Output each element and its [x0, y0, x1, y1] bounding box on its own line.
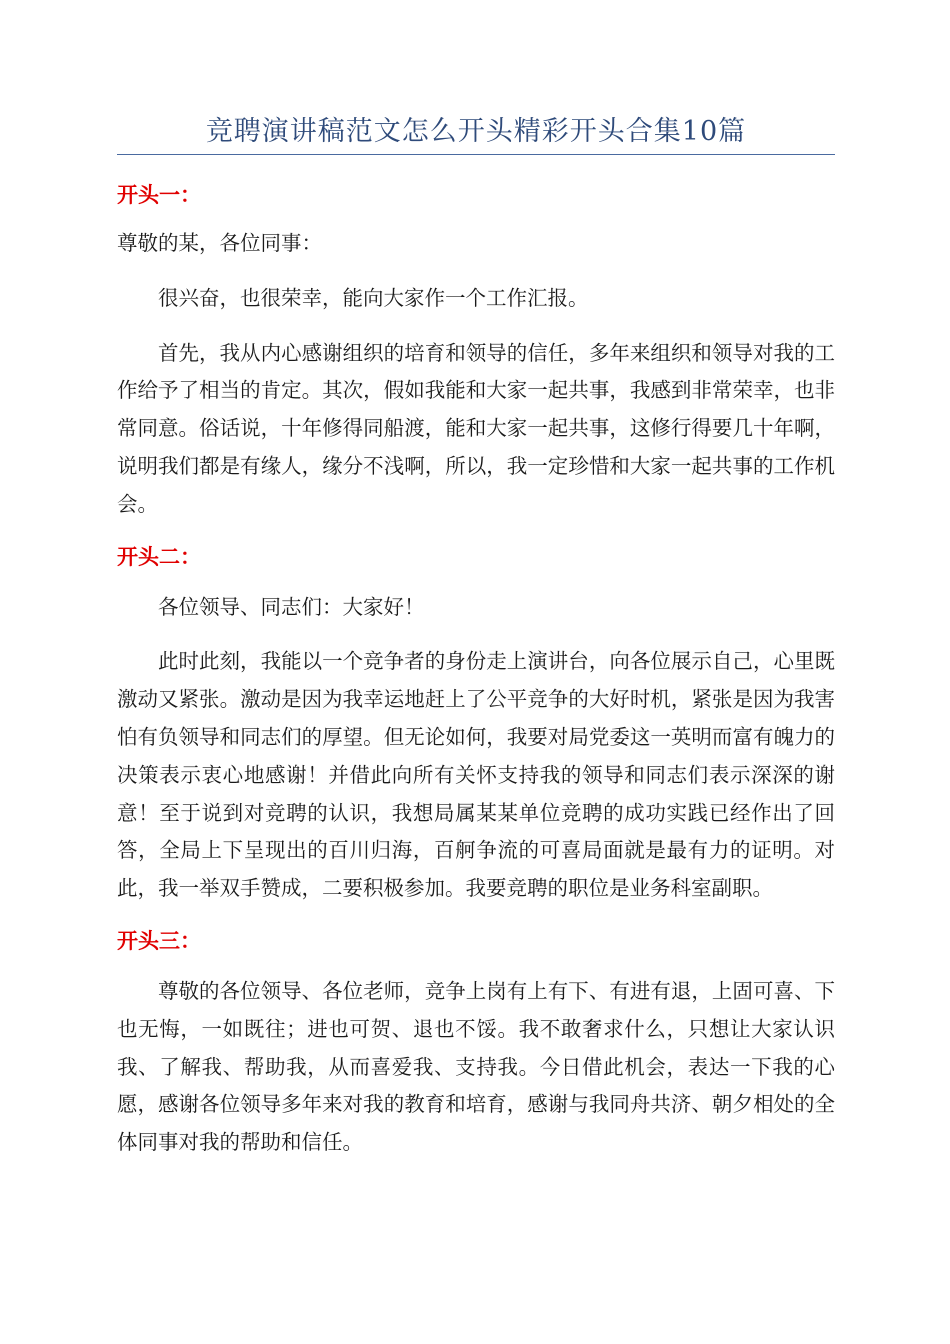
section-opening-3 [117, 927, 835, 1162]
section-opening-1 [117, 181, 835, 524]
body-paragraph: 很兴奋，也很荣幸，能向大家作一个工作汇报。 [158, 285, 589, 310]
body-paragraph: 首先，我从内心感谢组织的培育和领导的信任，多年来组织和领导对我的工作给予了相当的肯定。其次，假如我能和大家一起共事，我感到非常荣幸，也非常同意。俗话说，十年修得同船渡，能和大家一起共事，这修行得要几十年啊，说明我们都是有缘人，缘分不浅啊，所以，我一定珍惜和大家一起共事的工作机会。 [117, 340, 835, 516]
body-paragraph: 尊敬的各位领导、各位老师，竞争上岗有上有下、有进有退，上固可喜、下也无悔，一如既往；进也可贺、退也不馁。我不敢奢求什么，只想让大家认识我、了解我、帮助我，从而喜爱我、支持我。今日借此机会，表达一下我的心愿，感谢各位领导多年来对我的教育和培育，感谢与我同舟共济、朝夕相处的全体同事对我的帮助和信任。 [117, 978, 835, 1155]
document-page [117, 112, 835, 1162]
title-underline [117, 154, 835, 155]
body-paragraph: 此时此刻，我能以一个竞争者的身份走上演讲台，向各位展示自己，心里既激动又紧张。激动是因为我幸运地赶上了公平竞争的大好时机，紧张是因为我害怕有负领导和同志们的厚望。但无论如何，我要对局党委这一英明而富有魄力的决策表示衷心地感谢！并借此向所有关怀支持我的领导和同志们表示深深的谢意！至于说到对竞聘的认识，我想局属某某单位竞聘的成功实践已经作出了回答，全局上下呈现出的百川归海，百舸争流的可喜局面就是最有力的证明。对此，我一举双手赞成，二要积极参加。我要竞聘的职位是业务科室副职。 [117, 649, 835, 901]
section-heading: 开头二： [117, 544, 201, 569]
section-heading: 开头三： [117, 928, 201, 953]
section-heading: 开头一： [117, 183, 201, 207]
document-title: 竞聘演讲稿范文怎么开头精彩开头合集10篇 [205, 116, 747, 147]
body-paragraph: 各位领导、同志们：大家好！ [158, 594, 425, 619]
salutation-paragraph: 尊敬的某，各位同事： [117, 231, 322, 255]
section-opening-2 [117, 543, 835, 908]
